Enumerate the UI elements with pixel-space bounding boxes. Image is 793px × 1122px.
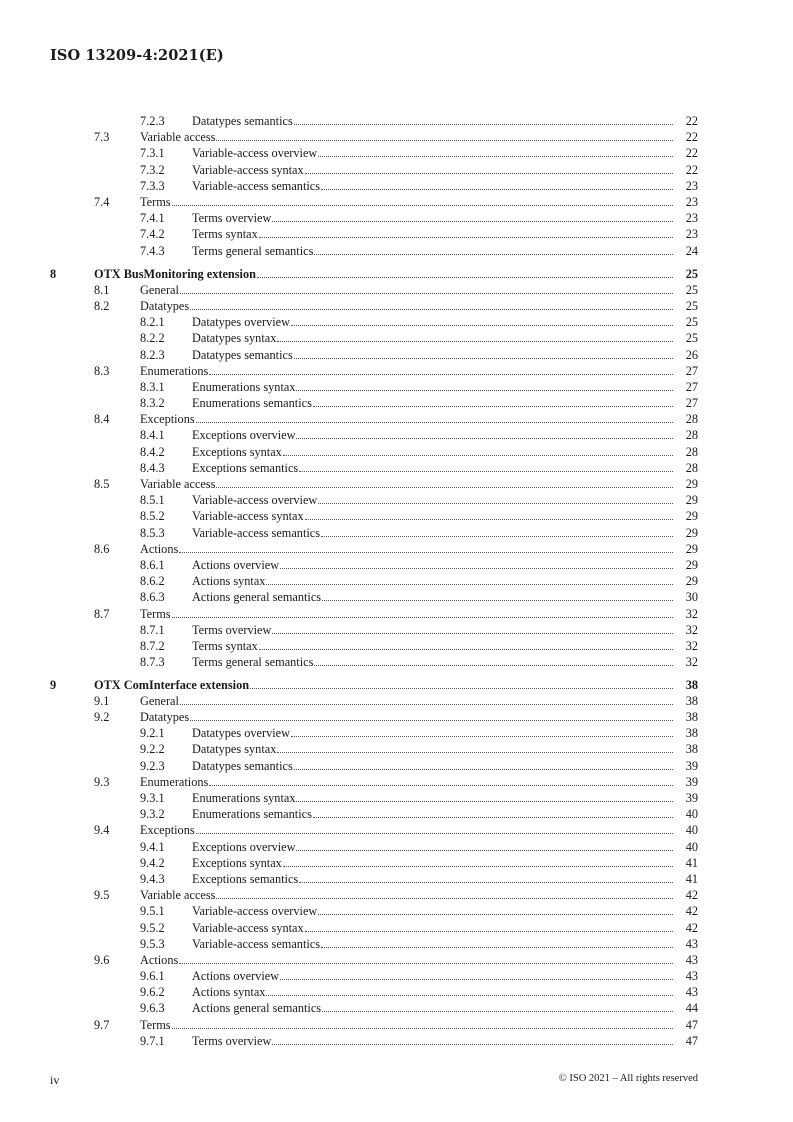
toc-entry-number: 9.3.2: [140, 807, 165, 822]
toc-entry-page: 39: [685, 758, 698, 773]
toc-entry-number: 7.3.3: [140, 178, 165, 193]
toc-entry-number: 8.6.1: [140, 557, 165, 572]
toc-entry-title: Variable-access syntax: [192, 509, 304, 524]
toc-entry[interactable]: [0, 758, 793, 774]
toc-entry-title: Exceptions semantics: [192, 871, 299, 886]
toc-entry[interactable]: [0, 1033, 793, 1049]
toc-dot-leader: [179, 963, 673, 964]
toc-dot-leader: [321, 189, 673, 190]
toc-entry-page: 25: [685, 298, 698, 313]
toc-entry-title: Actions: [140, 541, 179, 556]
toc-entry[interactable]: [0, 298, 793, 314]
toc-entry-page: 29: [685, 557, 698, 572]
toc-entry-title: Terms syntax: [192, 227, 258, 242]
toc-entry[interactable]: [0, 855, 793, 871]
toc-dot-leader: [196, 422, 673, 423]
toc-entry-page: 42: [685, 904, 698, 919]
toc-dot-leader: [318, 156, 673, 157]
toc-dot-leader: [291, 736, 673, 737]
toc-entry-title: Enumerations syntax: [192, 791, 296, 805]
toc-dot-leader: [294, 358, 673, 359]
toc-entry-page: 25: [685, 267, 698, 282]
toc-entry-number: 8.1: [94, 282, 110, 297]
toc-entry-title: Datatypes semantics: [192, 114, 293, 128]
toc-entry-title: Variable access: [140, 130, 216, 145]
toc-entry-number: 9.7: [94, 1017, 110, 1032]
toc-entry-number: 9.4.3: [140, 871, 165, 886]
toc-entry-title: Terms: [140, 606, 171, 621]
toc-entry-title: Terms overview: [192, 622, 272, 637]
toc-entry-number: 8.3.1: [140, 379, 165, 394]
toc-entry-page: 22: [685, 114, 698, 128]
toc-entry-number: 9.6: [94, 952, 110, 967]
toc-entry-title: Terms syntax: [192, 638, 258, 653]
toc-entry-title: Datatypes: [140, 710, 190, 725]
toc-entry-number: 8.2.2: [140, 331, 165, 346]
toc-entry-number: 8.5.3: [140, 525, 165, 540]
toc-entry[interactable]: [0, 330, 793, 346]
toc-entry[interactable]: [0, 654, 793, 670]
toc-entry-number: 8.7: [94, 606, 110, 621]
toc-entry[interactable]: [0, 725, 793, 741]
toc-entry-page: 28: [685, 428, 698, 443]
toc-entry-title: Variable-access syntax: [192, 162, 304, 177]
toc-entry-number: 8.5.2: [140, 509, 165, 524]
toc-entry-number: 8.4.1: [140, 428, 165, 443]
toc-entry-page: 41: [685, 855, 698, 870]
toc-dot-leader: [318, 503, 673, 504]
toc-entry[interactable]: [0, 395, 793, 411]
toc-entry-page: 42: [685, 920, 698, 935]
toc-chapter-entry[interactable]: [0, 677, 793, 693]
toc-entry-page: 29: [685, 574, 698, 589]
toc-entry-title: Enumerations syntax: [192, 379, 296, 394]
toc-dot-leader: [216, 140, 673, 141]
toc-entry[interactable]: [0, 508, 793, 524]
toc-entry-title: Variable-access semantics: [192, 936, 321, 951]
toc-entry[interactable]: [0, 557, 793, 573]
toc-entry-title: Datatypes semantics: [192, 758, 293, 773]
toc-entry[interactable]: [0, 622, 793, 638]
toc-entry-page: 22: [685, 130, 698, 145]
toc-entry[interactable]: [0, 709, 793, 725]
toc-entry[interactable]: [0, 113, 793, 129]
toc-entry-page: 26: [685, 347, 698, 362]
toc-entry-page: 30: [685, 590, 698, 605]
toc-entry[interactable]: [0, 871, 793, 887]
document-header: ISO 13209-4:2021(E): [50, 47, 224, 64]
toc-entry-number: 8.6: [94, 541, 110, 556]
toc-entry-number: 9.2.3: [140, 758, 165, 773]
toc-dot-leader: [296, 390, 673, 391]
toc-entry-page: 22: [685, 146, 698, 161]
toc-entry-number: 8.7.3: [140, 655, 165, 670]
toc-dot-leader: [266, 584, 673, 585]
toc-entry-title: Variable-access overview: [192, 493, 318, 508]
toc-entry-page: 40: [685, 823, 698, 838]
toc-entry[interactable]: [0, 492, 793, 508]
toc-entry-number: 9.4: [94, 823, 110, 838]
toc-entry-title: Variable-access overview: [192, 146, 318, 161]
toc-entry-number: 7.4.3: [140, 243, 165, 258]
toc-entry-page: 40: [685, 839, 698, 854]
toc-dot-leader: [305, 173, 673, 174]
toc-dot-leader: [172, 1028, 673, 1029]
toc-entry-page: 27: [685, 396, 698, 411]
toc-dot-leader: [209, 374, 673, 375]
toc-entry-title: Actions syntax: [192, 574, 266, 589]
toc-entry-page: 24: [685, 243, 698, 258]
toc-entry-number: 9.4.2: [140, 855, 165, 870]
toc-entry-number: 7.4.1: [140, 211, 165, 226]
toc-entry-page: 28: [685, 412, 698, 427]
toc-entry[interactable]: [0, 460, 793, 476]
toc-dot-leader: [314, 665, 673, 666]
toc-entry-title: Actions: [140, 952, 179, 967]
toc-dot-leader: [209, 785, 673, 786]
toc-dot-leader: [266, 995, 673, 996]
toc-entry-page: 47: [685, 1033, 698, 1048]
toc-entry[interactable]: [0, 741, 793, 757]
toc-dot-leader: [321, 947, 673, 948]
toc-dot-leader: [272, 1044, 673, 1045]
toc-entry-title: Variable-access overview: [192, 904, 318, 919]
toc-entry-number: 9: [50, 678, 57, 693]
toc-entry-number: 9.4.1: [140, 839, 165, 854]
toc-entry-page: 23: [685, 227, 698, 242]
toc-entry[interactable]: [0, 444, 793, 460]
toc-entry[interactable]: [0, 968, 793, 984]
toc-entry-title: Datatypes overview: [192, 315, 290, 330]
toc-entry-page: 22: [685, 162, 698, 177]
toc-entry-page: 27: [685, 379, 698, 394]
toc-entry[interactable]: [0, 411, 793, 427]
toc-entry-page: 47: [685, 1017, 698, 1032]
toc-entry-page: 42: [685, 888, 698, 903]
toc-entry-title: Exceptions syntax: [192, 855, 282, 870]
toc-entry-page: 43: [685, 936, 698, 951]
toc-dot-leader: [179, 552, 673, 553]
toc-entry[interactable]: [0, 282, 793, 298]
toc-entry-number: 8.4.2: [140, 444, 165, 459]
toc-entry[interactable]: [0, 790, 793, 806]
toc-entry[interactable]: [0, 363, 793, 379]
toc-entry-number: 8: [50, 267, 57, 282]
toc-entry-title: Actions syntax: [192, 985, 266, 1000]
toc-entry-page: 29: [685, 493, 698, 508]
toc-entry-number: 9.2.2: [140, 742, 165, 757]
toc-dot-leader: [250, 688, 673, 689]
toc-entry[interactable]: [0, 243, 793, 259]
toc-dot-leader: [296, 438, 673, 439]
toc-entry-page: 39: [685, 791, 698, 805]
toc-entry-page: 29: [685, 541, 698, 556]
toc-entry-page: 25: [685, 282, 698, 297]
toc-dot-leader: [180, 293, 673, 294]
toc-entry-title: Terms: [140, 194, 171, 209]
toc-chapter-entry[interactable]: [0, 266, 793, 282]
toc-entry-title: Actions general semantics: [192, 1001, 322, 1016]
toc-entry-page: 43: [685, 952, 698, 967]
toc-entry-number: 8.7.1: [140, 622, 165, 637]
toc-entry[interactable]: [0, 774, 793, 790]
toc-dot-leader: [277, 752, 673, 753]
toc-entry-number: 9.2.1: [140, 726, 165, 741]
toc-entry-title: Actions overview: [192, 557, 280, 572]
toc-entry[interactable]: [0, 525, 793, 541]
toc-dot-leader: [296, 850, 673, 851]
toc-entry-number: 8.2: [94, 298, 110, 313]
toc-entry-page: 38: [685, 726, 698, 741]
toc-entry-title: Actions overview: [192, 969, 280, 984]
toc-dot-leader: [216, 487, 673, 488]
toc-entry[interactable]: [0, 573, 793, 589]
toc-entry[interactable]: [0, 887, 793, 903]
toc-entry-page: 41: [685, 871, 698, 886]
toc-dot-leader: [314, 254, 673, 255]
toc-dot-leader: [299, 882, 673, 883]
toc-entry-page: 38: [685, 742, 698, 757]
toc-dot-leader: [272, 221, 673, 222]
toc-entry-number: 8.4.3: [140, 460, 165, 475]
toc-entry-page: 29: [685, 525, 698, 540]
toc-entry-page: 39: [685, 774, 698, 789]
toc-entry-number: 8.2.1: [140, 315, 165, 330]
toc-entry-number: 8.3: [94, 363, 110, 378]
toc-entry-title: OTX ComInterface extension: [94, 678, 250, 693]
toc-entry-page: 27: [685, 363, 698, 378]
toc-entry[interactable]: [0, 178, 793, 194]
toc-entry-title: Exceptions: [140, 412, 195, 427]
toc-entry-page: 23: [685, 178, 698, 193]
toc-dot-leader: [299, 471, 673, 472]
toc-entry-number: 9.6.1: [140, 969, 165, 984]
page-number: iv: [50, 1073, 60, 1087]
toc-entry-title: Enumerations: [140, 363, 209, 378]
toc-entry-number: 9.5.2: [140, 920, 165, 935]
toc-entry-title: Datatypes syntax: [192, 742, 277, 757]
toc-entry[interactable]: [0, 427, 793, 443]
toc-entry-title: Variable-access semantics: [192, 178, 321, 193]
toc-entry-title: General: [140, 693, 179, 708]
toc-entry[interactable]: [0, 314, 793, 330]
toc-entry-page: 38: [685, 678, 698, 693]
copyright-notice: © ISO 2021 – All rights reserved: [558, 1073, 698, 1084]
toc-entry-page: 32: [685, 638, 698, 653]
toc-entry-page: 25: [685, 315, 698, 330]
toc-entry-number: 7.3.1: [140, 146, 165, 161]
toc-entry-number: 7.2.3: [140, 114, 165, 128]
toc-dot-leader: [277, 341, 673, 342]
toc-entry-title: Terms overview: [192, 211, 272, 226]
toc-dot-leader: [318, 914, 673, 915]
toc-entry-title: Terms overview: [192, 1033, 272, 1048]
toc-dot-leader: [280, 568, 673, 569]
toc-dot-leader: [259, 649, 673, 650]
toc-entry-title: Actions general semantics: [192, 590, 322, 605]
toc-entry-title: Variable-access syntax: [192, 920, 304, 935]
toc-entry[interactable]: [0, 806, 793, 822]
toc-entry-title: Exceptions semantics: [192, 460, 299, 475]
toc-entry-number: 9.3: [94, 774, 110, 789]
toc-entry[interactable]: [0, 379, 793, 395]
toc-dot-leader: [291, 325, 673, 326]
toc-entry[interactable]: [0, 606, 793, 622]
toc-dot-leader: [196, 833, 673, 834]
toc-dot-leader: [180, 704, 673, 705]
toc-entry[interactable]: [0, 162, 793, 178]
toc-entry-number: 9.6.3: [140, 1001, 165, 1016]
toc-entry-number: 8.4: [94, 412, 110, 427]
toc-entry[interactable]: [0, 693, 793, 709]
toc-entry-title: Datatypes syntax: [192, 331, 277, 346]
toc-entry[interactable]: [0, 822, 793, 838]
toc-entry[interactable]: [0, 210, 793, 226]
toc-entry-title: Enumerations semantics: [192, 807, 312, 822]
toc-entry-number: 8.2.3: [140, 347, 165, 362]
toc-dot-leader: [313, 817, 673, 818]
toc-entry-number: 7.3: [94, 130, 110, 145]
toc-dot-leader: [280, 979, 673, 980]
toc-entry[interactable]: [0, 903, 793, 919]
toc-entry-page: 28: [685, 444, 698, 459]
toc-dot-leader: [257, 277, 673, 278]
toc-dot-leader: [172, 205, 673, 206]
toc-entry-title: Exceptions syntax: [192, 444, 282, 459]
toc-entry-page: 25: [685, 331, 698, 346]
toc-entry-page: 23: [685, 194, 698, 209]
toc-entry-number: 8.6.3: [140, 590, 165, 605]
toc-entry[interactable]: [0, 984, 793, 1000]
toc-entry-title: Exceptions: [140, 823, 195, 838]
toc-entry-number: 7.4: [94, 194, 110, 209]
toc-entry-page: 43: [685, 985, 698, 1000]
toc-dot-leader: [294, 124, 673, 125]
toc-dot-leader: [321, 536, 673, 537]
toc-entry[interactable]: [0, 129, 793, 145]
toc-entry-number: 7.3.2: [140, 162, 165, 177]
toc-entry-number: 8.5: [94, 477, 110, 492]
toc-entry-page: 43: [685, 969, 698, 984]
toc-entry-title: Exceptions overview: [192, 839, 296, 854]
toc-entry[interactable]: [0, 194, 793, 210]
toc-entry[interactable]: [0, 839, 793, 855]
toc-entry[interactable]: [0, 936, 793, 952]
toc-dot-leader: [305, 519, 673, 520]
toc-entry[interactable]: [0, 347, 793, 363]
toc-entry-page: 23: [685, 211, 698, 226]
toc-dot-leader: [216, 898, 673, 899]
toc-entry[interactable]: [0, 589, 793, 605]
toc-entry-number: 9.3.1: [140, 791, 165, 805]
toc-entry-number: 8.6.2: [140, 574, 165, 589]
toc-entry-number: 9.7.1: [140, 1033, 165, 1048]
toc-entry-title: Variable access: [140, 888, 216, 903]
toc-entry-number: 8.3.2: [140, 396, 165, 411]
toc-entry-title: Terms general semantics: [192, 243, 314, 258]
toc-entry-title: Datatypes semantics: [192, 347, 293, 362]
toc-entry[interactable]: [0, 226, 793, 242]
toc-entry-title: Variable access: [140, 477, 216, 492]
toc-entry-page: 28: [685, 460, 698, 475]
toc-entry-page: 32: [685, 606, 698, 621]
toc-entry[interactable]: [0, 145, 793, 161]
toc-entry-title: Terms: [140, 1017, 171, 1032]
toc-entry[interactable]: [0, 476, 793, 492]
toc-entry-page: 32: [685, 622, 698, 637]
toc-entry-title: Enumerations semantics: [192, 396, 312, 411]
toc-dot-leader: [172, 617, 673, 618]
table-of-contents: [0, 113, 793, 1049]
toc-entry[interactable]: [0, 952, 793, 968]
toc-entry-number: 9.5.1: [140, 904, 165, 919]
toc-entry-page: 38: [685, 710, 698, 725]
toc-entry-title: Datatypes overview: [192, 726, 290, 741]
toc-entry-number: 8.5.1: [140, 493, 165, 508]
toc-dot-leader: [322, 1011, 673, 1012]
toc-entry[interactable]: [0, 541, 793, 557]
toc-entry-title: Variable-access semantics: [192, 525, 321, 540]
toc-entry-page: 29: [685, 477, 698, 492]
toc-entry-page: 29: [685, 509, 698, 524]
toc-entry-page: 40: [685, 807, 698, 822]
toc-dot-leader: [305, 931, 673, 932]
toc-dot-leader: [272, 633, 673, 634]
toc-entry-title: Datatypes: [140, 298, 190, 313]
toc-dot-leader: [313, 406, 673, 407]
toc-entry-number: 9.1: [94, 693, 110, 708]
toc-entry-number: 9.6.2: [140, 985, 165, 1000]
toc-entry-title: General: [140, 282, 179, 297]
toc-entry-number: 9.5.3: [140, 936, 165, 951]
toc-entry-number: 9.5: [94, 888, 110, 903]
toc-dot-leader: [283, 455, 673, 456]
toc-entry-title: Enumerations: [140, 774, 209, 789]
toc-dot-leader: [190, 309, 673, 310]
toc-dot-leader: [190, 720, 673, 721]
toc-entry[interactable]: [0, 1000, 793, 1016]
toc-entry[interactable]: [0, 638, 793, 654]
toc-entry-page: 32: [685, 655, 698, 670]
toc-entry-title: Exceptions overview: [192, 428, 296, 443]
toc-entry-number: 7.4.2: [140, 227, 165, 242]
toc-entry-page: 44: [685, 1001, 698, 1016]
toc-dot-leader: [294, 769, 673, 770]
toc-dot-leader: [322, 600, 673, 601]
toc-dot-leader: [259, 237, 673, 238]
toc-entry-page: 38: [685, 693, 698, 708]
toc-entry-title: OTX BusMonitoring extension: [94, 267, 256, 282]
toc-entry[interactable]: [0, 1017, 793, 1033]
toc-dot-leader: [296, 801, 673, 802]
toc-dot-leader: [283, 866, 673, 867]
toc-entry-title: Terms general semantics: [192, 655, 314, 670]
toc-entry-number: 9.2: [94, 710, 110, 725]
toc-entry-number: 8.7.2: [140, 638, 165, 653]
toc-entry[interactable]: [0, 920, 793, 936]
